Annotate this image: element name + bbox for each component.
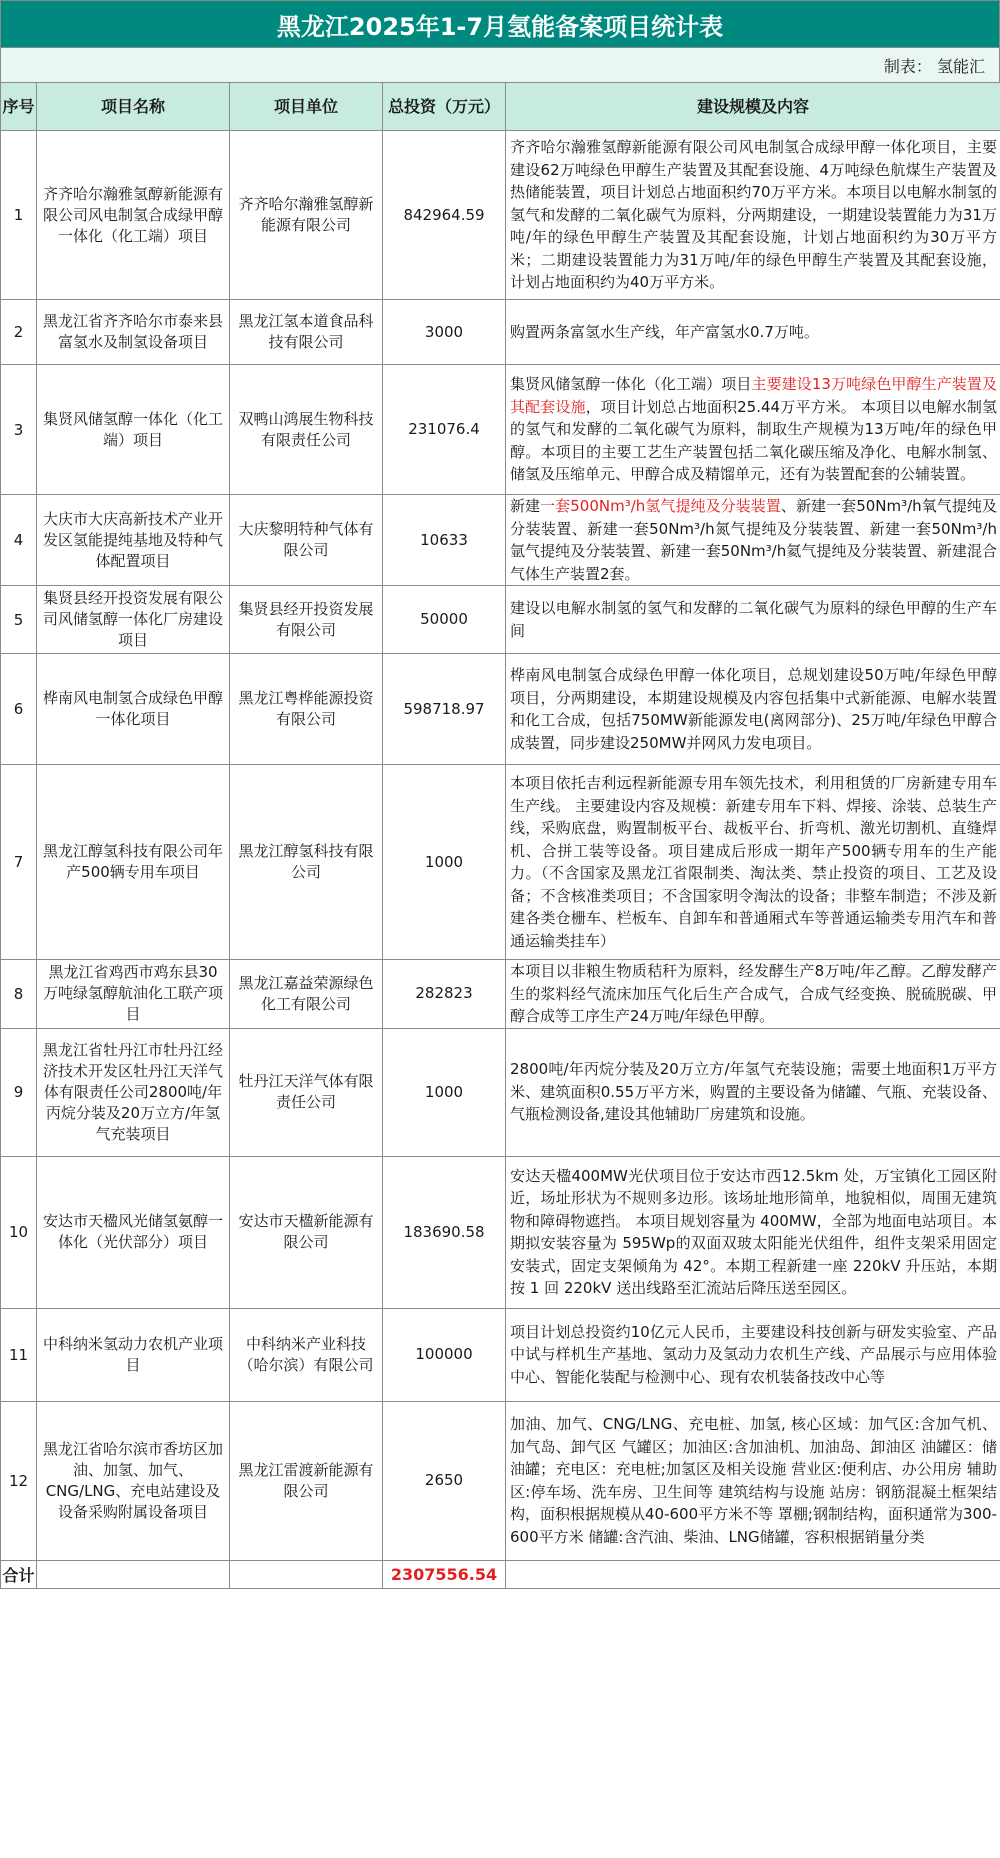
header-description: 建设规模及内容 [506, 83, 1000, 131]
table-row [1, 1028, 1000, 1156]
table-title: 黑龙江2025年1-7月氢能备案项目统计表 [0, 0, 1000, 48]
header-project-name: 项目名称 [37, 83, 230, 131]
table-row [1, 654, 1000, 765]
row-number: 5 [1, 586, 37, 654]
description-text: 加油、加气、CNG/LNG、充电桩、加氢, 核心区域：加气区:含加气机、加气岛、卸气区 气罐区；加油区:含加油机、加油岛、卸油区 油罐区：储油罐；充电区：充电桩;加氢区及相关设施 营业区:便利店、办公用房 辅助区:停车场、洗车房、卫生间等 建筑结构与设施 站房：钢筋混凝土框架结构，面积根据规模从40-600平方米不等 罩棚;钢制结构，面积通常为300-600平方米 储罐:含汽油、柴油、LNG储罐，容积根据销量分类 [510, 1415, 997, 1546]
project-name: 集贤风储氢醇一体化（化工端）项目 [37, 365, 230, 495]
row-number: 2 [1, 300, 37, 365]
table-row [1, 365, 1000, 495]
projects-table [0, 82, 1000, 1589]
row-number: 11 [1, 1308, 37, 1401]
project-name: 黑龙江省鸡西市鸡东县30万吨绿氢醇航油化工联产项目 [37, 960, 230, 1029]
project-unit: 黑龙江嘉益荣源绿色化工有限公司 [230, 960, 383, 1029]
total-empty-desc [506, 1560, 1000, 1588]
project-unit: 牡丹江天洋气体有限责任公司 [230, 1028, 383, 1156]
highlighted-text: 主要建设13万吨绿色甲醇生产装置及其配套设施 [510, 375, 997, 416]
row-number: 3 [1, 365, 37, 495]
project-name: 黑龙江省齐齐哈尔市泰来县富氢水及制氢设备项目 [37, 300, 230, 365]
description-text: 、新建一套50Nm³/h氧气提纯及分装装置、新建一套50Nm³/h氮气提纯及分装装置、新建一套50Nm³/h氩气提纯及分装装置、新建一套50Nm³/h氦气提纯及分装装置、新建混合气体生产装置2套。 [510, 497, 997, 583]
project-unit: 黑龙江粤桦能源投资有限公司 [230, 654, 383, 765]
project-unit: 大庆黎明特种气体有限公司 [230, 495, 383, 586]
description-text: ，项目计划总占地面积25.44万平方米。 本项目以电解水制氢的氢气和发酵的二氧化碳气为原料，制取生产规模为13万吨/年的绿色甲醇。本项目的主要工艺生产装置包括二氧化碳压缩及净化、电解水制氢、储氢及压缩单元、甲醇合成及精馏单元，还有为装置配套的公辅装置。 [510, 397, 997, 484]
investment-value: 842964.59 [383, 131, 506, 300]
row-number: 8 [1, 960, 37, 1029]
project-unit: 黑龙江醇氢科技有限公司 [230, 765, 383, 960]
header-project-unit: 项目单位 [230, 83, 383, 131]
description-text: 齐齐哈尔瀚雅氢醇新能源有限公司风电制氢合成绿甲醇一体化项目，主要建设62万吨绿色甲醇生产装置及其配套设施、4万吨绿色航煤生产装置及热储能装置，项目计划总占地面积约70万平方米。本项目以电解水制氢的氢气和发酵的二氧化碳气为原料，分两期建设，一期建设装置能力为31万吨/年的绿色甲醇生产装置及其配套设施，计划占地面积约为30万平方米；二期建设装置能力为31万吨/年的绿色甲醇生产装置及其配套设施，计划占地面积约为40万平方米。 [510, 138, 997, 292]
construction-description [506, 765, 1000, 960]
total-label: 合计 [1, 1560, 37, 1588]
construction-description [506, 495, 1000, 586]
construction-description [506, 300, 1000, 365]
description-text: 2800吨/年丙烷分装及20万立方/年氢气充装设施；需要土地面积1万平方米、建筑面积0.55万平方米，购置的主要设备为储罐、气瓶、充装设备、气瓶检测设备,建设其他辅助厂房建筑和设施。 [510, 1060, 997, 1124]
table-row [1, 765, 1000, 960]
project-unit: 齐齐哈尔瀚雅氢醇新能源有限公司 [230, 131, 383, 300]
total-value: 2307556.54 [383, 1560, 506, 1588]
highlighted-text: 一套500Nm³/h氢气提纯及分装装置 [540, 497, 781, 515]
construction-description [506, 586, 1000, 654]
row-number: 10 [1, 1156, 37, 1308]
table-body [1, 131, 1000, 1561]
description-text: 桦南风电制氢合成绿色甲醇一体化项目，总规划建设50万吨/年绿色甲醇项目，分两期建设，本期建设规模及内容包括集中式新能源、电解水装置和化工合成，包括750MW新能源发电(离网部分)、25万吨/年绿色甲醇合成装置，同步建设250MW并网风力发电项目。 [510, 666, 997, 752]
project-name: 黑龙江省哈尔滨市香坊区加油、加氢、加气、CNG/LNG、充电站建设及设备采购附属设备项目 [37, 1401, 230, 1560]
row-number: 9 [1, 1028, 37, 1156]
total-empty-name [37, 1560, 230, 1588]
table-row [1, 300, 1000, 365]
table-row [1, 1308, 1000, 1401]
row-number: 12 [1, 1401, 37, 1560]
project-name: 安达市天楹风光储氢氨醇一体化（光伏部分）项目 [37, 1156, 230, 1308]
investment-value: 598718.97 [383, 654, 506, 765]
project-name: 大庆市大庆高新技术产业开发区氢能提纯基地及特种气体配置项目 [37, 495, 230, 586]
description-text: 购置两条富氢水生产线，年产富氢水0.7万吨。 [510, 322, 819, 341]
description-text: 新建 [510, 497, 541, 515]
project-unit: 黑龙江氢本道食品科技有限公司 [230, 300, 383, 365]
total-empty-unit [230, 1560, 383, 1588]
row-number: 6 [1, 654, 37, 765]
investment-value: 1000 [383, 1028, 506, 1156]
table-row [1, 495, 1000, 586]
row-number: 1 [1, 131, 37, 300]
project-name: 黑龙江醇氢科技有限公司年产500辆专用车项目 [37, 765, 230, 960]
project-name: 集贤县经开投资发展有限公司风储氢醇一体化厂房建设项目 [37, 586, 230, 654]
description-text: 项目计划总投资约10亿元人民币，主要建设科技创新与研发实验室、产品中试与样机生产基地、氢动力及氢动力农机生产线、产品展示与应用体验中心、智能化装配与检测中心、现有农机装备技改中心等 [510, 1322, 997, 1386]
description-text: 本项目依托吉利远程新能源专用车领先技术，利用租赁的厂房新建专用车生产线。 主要建设内容及规模：新建专用车下料、焊接、涂装、总装生产线，采购底盘，购置制板平台、裁板平台、折弯机、激光切割机、直缝焊机、合拼工装等设备。项目建成后形成一期年产500辆专用车的生产能力。（不含国家及黑龙江省限制类、淘汰类、禁止投资的项目、工艺及设备；不含核准类项目；不含国家明令淘汰的设备；非整车制造；不涉及新建各类仓栅车、栏板车、自卸车和普通厢式车等普通运输类专用汽车和普通运输类挂车） [510, 774, 997, 950]
header-investment: 总投资（万元） [383, 83, 506, 131]
investment-value: 10633 [383, 495, 506, 586]
description-text: 集贤风储氢醇一体化（化工端）项目 [510, 375, 752, 394]
investment-value: 3000 [383, 300, 506, 365]
description-text: 安达天楹400MW光伏项目位于安达市西12.5km 处，万宝镇化工园区附近，场址形状为不规则多边形。该场址地形简单，地貌相似，周围无建筑物和障碍物遮挡。 本项目规划容量为 400MW，全部为地面电站项目。本期拟安装容量为 595Wp的双面双玻太阳能光伏组件，组件支架采用固定安装式，固定支架倾角为 42°。本期工程新建一座 220kV 升压站，本期按 1 回 220kV 送出线路至汇流站后降压送至园区。 [510, 1166, 997, 1297]
row-number: 4 [1, 495, 37, 586]
project-name: 齐齐哈尔瀚雅氢醇新能源有限公司风电制氢合成绿甲醇一体化（化工端）项目 [37, 131, 230, 300]
description-text: 建设以电解水制氢的氢气和发酵的二氧化碳气为原料的绿色甲醇的生产车间 [510, 599, 997, 640]
table-row [1, 586, 1000, 654]
construction-description [506, 365, 1000, 495]
table-row [1, 131, 1000, 300]
header-no: 序号 [1, 83, 37, 131]
investment-value: 2650 [383, 1401, 506, 1560]
table-maker: 制表： 氢能汇 [0, 48, 1000, 82]
investment-value: 183690.58 [383, 1156, 506, 1308]
project-name: 黑龙江省牡丹江市牡丹江经济技术开发区牡丹江天洋气体有限责任公司2800吨/年丙烷分装及20万立方/年氢气充装项目 [37, 1028, 230, 1156]
table-row [1, 960, 1000, 1029]
construction-description [506, 1308, 1000, 1401]
construction-description [506, 1028, 1000, 1156]
project-unit: 黑龙江雷渡新能源有限公司 [230, 1401, 383, 1560]
header-row [1, 83, 1000, 131]
investment-value: 1000 [383, 765, 506, 960]
investment-value: 100000 [383, 1308, 506, 1401]
project-unit: 集贤县经开投资发展有限公司 [230, 586, 383, 654]
investment-value: 231076.4 [383, 365, 506, 495]
total-row [1, 1560, 1000, 1588]
project-unit: 安达市天楹新能源有限公司 [230, 1156, 383, 1308]
table-row [1, 1401, 1000, 1560]
table-row [1, 1156, 1000, 1308]
project-name: 桦南风电制氢合成绿色甲醇一体化项目 [37, 654, 230, 765]
investment-value: 282823 [383, 960, 506, 1029]
construction-description [506, 1156, 1000, 1308]
row-number: 7 [1, 765, 37, 960]
project-unit: 中科纳米产业科技（哈尔滨）有限公司 [230, 1308, 383, 1401]
investment-value: 50000 [383, 586, 506, 654]
construction-description [506, 654, 1000, 765]
construction-description [506, 131, 1000, 300]
construction-description [506, 960, 1000, 1029]
project-unit: 双鸭山鸿展生物科技有限责任公司 [230, 365, 383, 495]
project-name: 中科纳米氢动力农机产业项目 [37, 1308, 230, 1401]
description-text: 本项目以非粮生物质秸秆为原料，经发酵生产8万吨/年乙醇。乙醇发酵产生的浆料经气流床加压气化后生产合成气，合成气经变换、脱硫脱碳、甲醇合成等工序生产24万吨/年绿色甲醇。 [510, 962, 997, 1025]
construction-description [506, 1401, 1000, 1560]
